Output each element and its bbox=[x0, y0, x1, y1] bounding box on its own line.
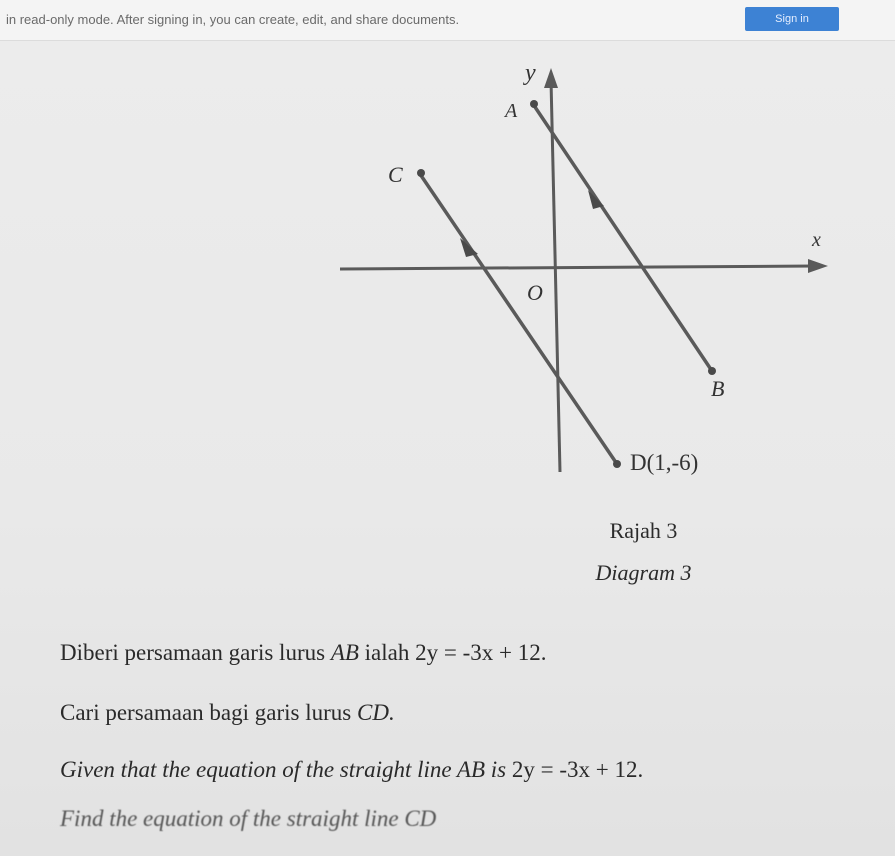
point-b-label: B bbox=[711, 376, 725, 401]
origin-label: O bbox=[527, 280, 543, 305]
point-d-label: D(1,-6) bbox=[630, 450, 699, 475]
question-line-english-given bbox=[60, 757, 643, 783]
question-line2-cd: CD. bbox=[357, 700, 395, 725]
line-ab bbox=[533, 104, 712, 371]
question-line1-eq: 2y = -3x + 12. bbox=[415, 640, 547, 665]
line-ab-arrow bbox=[588, 190, 604, 209]
question-line1-ab: AB bbox=[330, 640, 359, 665]
point-c-dot bbox=[417, 169, 425, 177]
question-line3-eq: 2y = -3x + 12. bbox=[511, 757, 644, 782]
question-line1-prefix: Diberi persamaan garis lurus bbox=[60, 640, 331, 665]
question-line1-mid: ialah bbox=[358, 640, 416, 665]
question-line-malay-given bbox=[60, 640, 546, 666]
y-axis-arrow bbox=[544, 68, 558, 88]
question-line3-prefix: Given that the equation of the straight line AB is bbox=[60, 757, 512, 782]
x-axis-label: x bbox=[812, 229, 821, 251]
question-line-english-find: Find the equation of the straight line CD bbox=[60, 806, 437, 831]
line-cd bbox=[420, 174, 617, 464]
question-line2-prefix: Cari persamaan bagi garis lurus bbox=[60, 700, 357, 725]
point-d-dot bbox=[613, 460, 621, 468]
y-axis-label: y bbox=[525, 60, 536, 86]
question-line-malay-find bbox=[60, 700, 395, 726]
x-axis-arrow bbox=[808, 259, 828, 273]
sign-in-button[interactable]: Sign in bbox=[745, 7, 839, 31]
point-a-label: A bbox=[505, 100, 518, 122]
point-c-label: C bbox=[388, 162, 403, 187]
point-a-dot bbox=[530, 100, 538, 108]
x-axis bbox=[340, 266, 815, 269]
read-only-notice: in read-only mode. After signing in, you can create, edit, and share documents. bbox=[6, 12, 460, 27]
caption-english: Diagram 3 bbox=[595, 560, 692, 585]
point-b-dot bbox=[708, 367, 716, 375]
caption-malay: Rajah 3 bbox=[609, 518, 678, 543]
line-cd-arrow bbox=[460, 238, 478, 257]
